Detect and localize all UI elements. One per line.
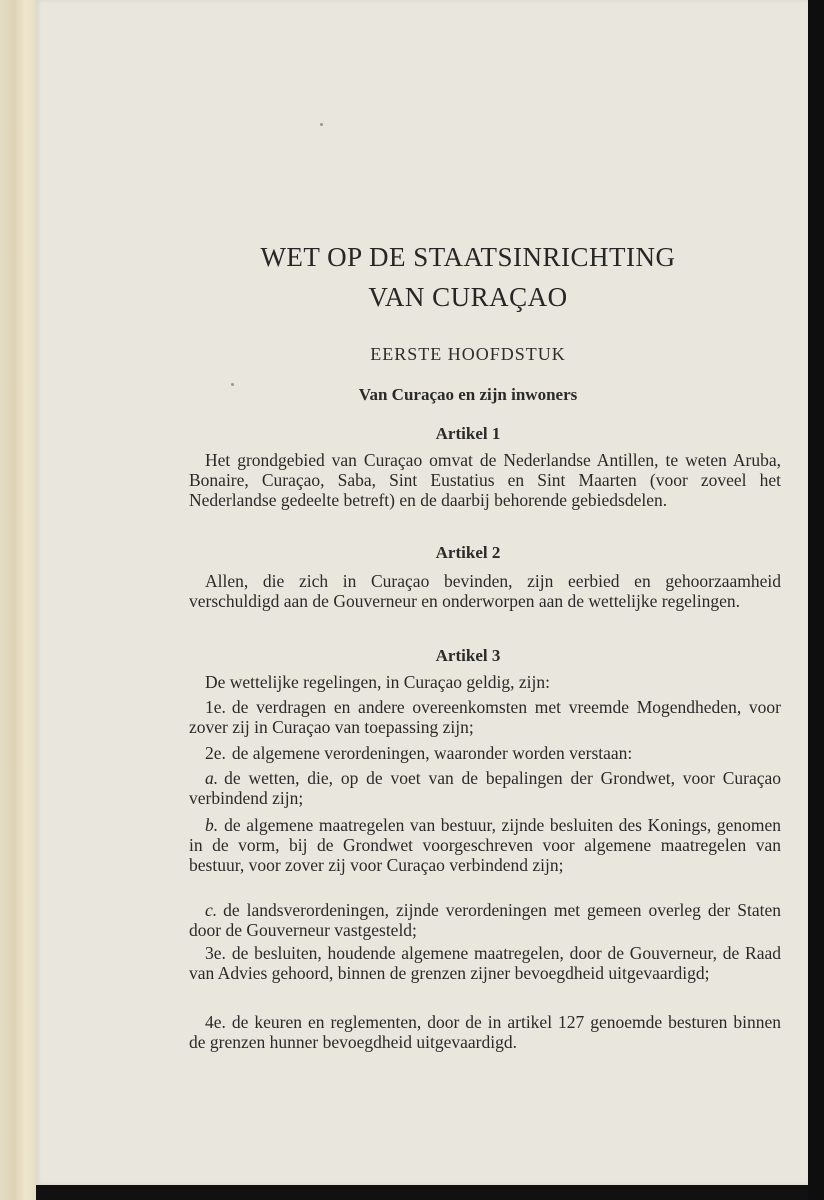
subitem-text: de algemene maatregelen van bestuur, zijnde besluiten des Konings, genomen in de vorm, bij de Grondwet voorgeschreven voor algemene maatregelen van bestuur, voor zover zij voor Curaçao verbindend zijn; [189, 815, 781, 875]
article-1-text: Het grondgebied van Curaçao omvat de Nederlandse Antillen, te weten Aruba, Bonaire, Curaçao, Saba, Sint Eustatius en Sint Maarten (voor zoveel het Nederlandse gedeelte betreft) en de daarbij behorende gebiedsdelen. [189, 450, 781, 510]
article-3-subitem [189, 900, 781, 940]
article-3-subitem [189, 768, 781, 808]
document-title-line-2: VAN CURAÇAO [368, 282, 568, 312]
article-3-item [189, 943, 781, 983]
paper-speck [320, 123, 323, 126]
subitem-label: b. [205, 815, 219, 835]
article-3-subitem [189, 815, 781, 875]
article-2-heading: Artikel 2 [435, 543, 501, 562]
chapter-heading: EERSTE HOOFDSTUK [370, 344, 566, 364]
item-label: 4e. [205, 1012, 226, 1032]
article-1-heading: Artikel 1 [435, 424, 501, 443]
subitem-label: c. [205, 900, 218, 920]
item-text: de algemene verordeningen, waaronder worden verstaan: [231, 743, 633, 763]
item-text: de besluiten, houdende algemene maatregelen, door de Gouverneur, de Raad van Advies gehoord, binnen de grenzen zijner bevoegdheid uitgevaardigd; [189, 943, 781, 983]
document-title-line-1: WET OP DE STAATSINRICHTING [260, 242, 676, 272]
article-3-item [189, 743, 781, 763]
article-2-text: Allen, die zich in Curaçao bevinden, zijn eerbied en gehoorzaamheid verschuldigd aan de Gouverneur en onderworpen aan de wettelijke regelingen. [189, 571, 781, 611]
article-3-heading: Artikel 3 [435, 646, 501, 665]
item-text: de verdragen en andere overeenkomsten met vreemde Mogendheden, voor zover zij in Curaçao van toepassing zijn; [189, 697, 781, 737]
scan-edge-right [808, 0, 824, 1200]
article-3-item [189, 697, 781, 737]
subitem-text: de landsverordeningen, zijnde verordeningen met gemeen overleg der Staten door de Gouverneur vastgesteld; [189, 900, 781, 940]
book-spine [0, 0, 36, 1200]
scan-edge-bottom [36, 1185, 808, 1200]
item-label: 1e. [205, 697, 226, 717]
item-text: de keuren en reglementen, door de in artikel 127 genoemde besturen binnen de grenzen hunner bevoegdheid uitgevaardigd. [189, 1012, 781, 1052]
section-heading: Van Curaçao en zijn inwoners [358, 385, 578, 404]
subitem-label: a. [205, 768, 219, 788]
article-3-item [189, 1012, 781, 1052]
subitem-text: de wetten, die, op de voet van de bepalingen der Grondwet, voor Curaçao verbindend zijn; [189, 768, 781, 808]
item-label: 2e. [205, 743, 226, 763]
item-label: 3e. [205, 943, 226, 963]
article-3-intro: De wettelijke regelingen, in Curaçao geldig, zijn: [205, 672, 551, 692]
